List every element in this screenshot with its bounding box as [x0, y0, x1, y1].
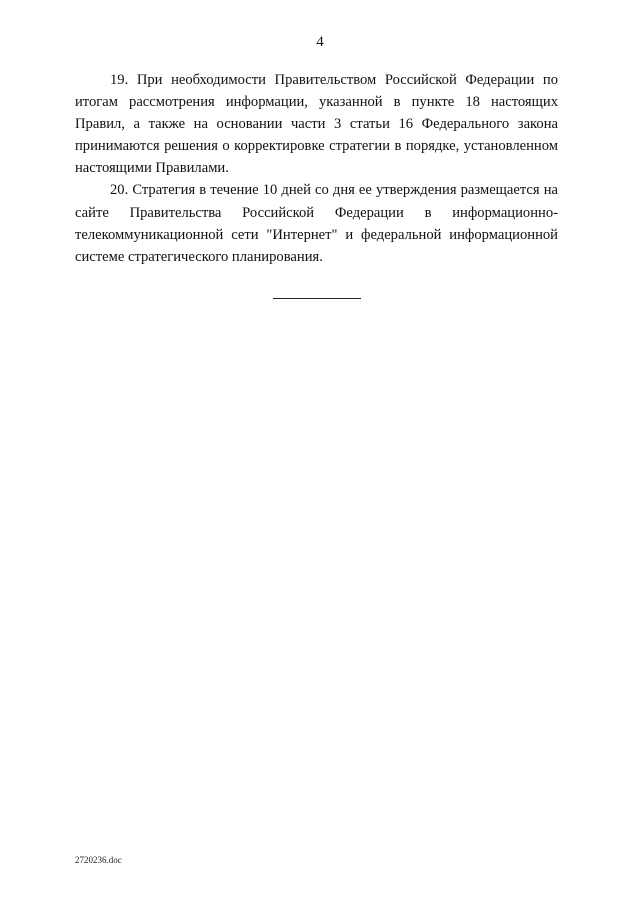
paragraph-19: 19. При необходимости Правительством Российской Федерации по итогам рассмотрения информации, указанной в пункте 18 настоящих Правил, а также на основании части 3 статьи 16 Федерального закона принимаются решения о корректировке стратегии в порядке, установленном настоящими Правилами. [75, 72, 558, 177]
paragraph-20: 20. Стратегия в течение 10 дней со дня ее утверждения размещается на сайте Правительства Российской Федерации в информационно-телекоммуникационной сети "Интернет" и федеральной информационной системе стратегического планирования. [75, 182, 558, 265]
page-number: 4 [316, 34, 324, 50]
document-body [75, 69, 558, 268]
end-divider-line [273, 298, 361, 299]
footer-filename: 2720236.doc [75, 855, 122, 865]
